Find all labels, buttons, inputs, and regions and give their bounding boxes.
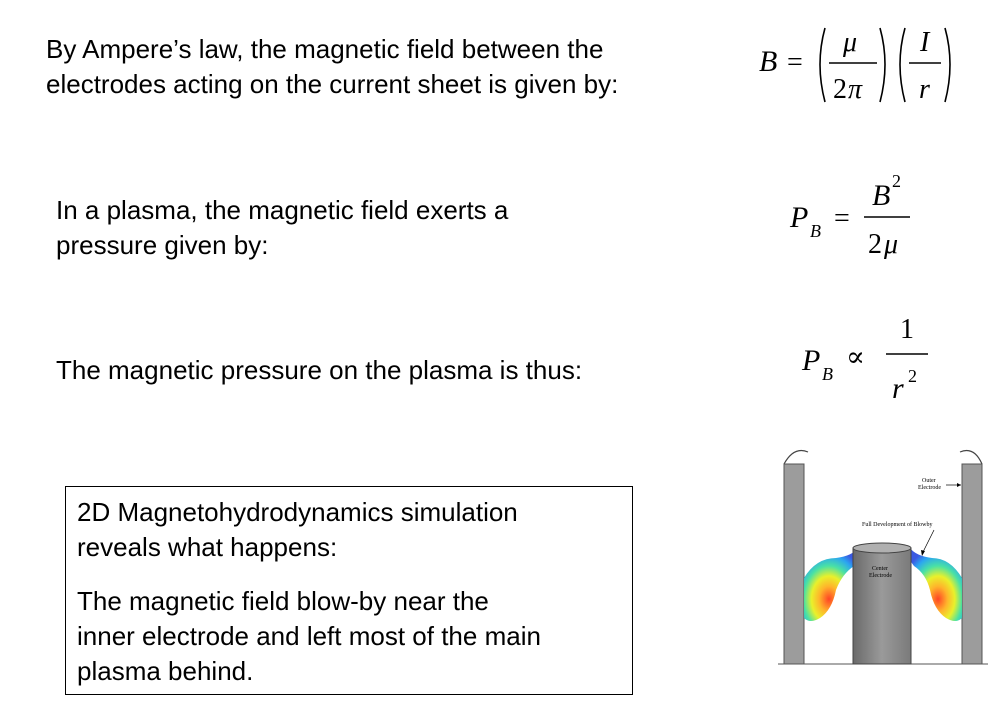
ampere-eq-lhs: B (759, 45, 778, 78)
ampere-eq-r: r (919, 74, 930, 105)
pressure-eq-equals: = (834, 203, 850, 234)
proportional-text (56, 353, 582, 388)
box-p1-line-2: reveals what happens: (77, 532, 338, 562)
ampere-eq-I: I (920, 27, 930, 58)
ampere-line-2: electrodes acting on the current sheet is given by: (46, 69, 619, 99)
blowby-arrow (922, 530, 934, 554)
box-paragraph-2 (77, 584, 541, 689)
right-paren-1 (880, 28, 885, 102)
center-electrode-label-2: Electrode (869, 573, 892, 579)
proportional-equation (800, 310, 935, 410)
ampere-text (46, 32, 618, 102)
simulation-note-box (65, 486, 633, 695)
pressure-eq-B: B (872, 179, 891, 212)
pressure-text (56, 193, 508, 263)
right-paren-2 (945, 28, 950, 102)
center-electrode (853, 543, 911, 664)
prop-eq-r: r (892, 372, 904, 405)
pressure-eq-P: P (790, 201, 809, 234)
left-paren-1 (820, 28, 825, 102)
box-p2-line-2: inner electrode and left most of the main (77, 621, 541, 651)
pressure-eq-sub: B (810, 221, 821, 241)
ampere-eq-pi: π (848, 74, 863, 105)
blowby-arrowhead (921, 550, 925, 556)
ampere-equation (755, 18, 965, 110)
ampere-eq-equals: = (787, 47, 803, 78)
plasma-plume-right (909, 548, 962, 621)
outer-electrode-arrowhead (957, 483, 961, 487)
prop-eq-one: 1 (900, 314, 914, 345)
outer-electrode-left (784, 451, 808, 665)
outer-electrode-right (960, 451, 982, 665)
center-electrode-label-1: Center (872, 566, 888, 572)
plasma-plume-left (804, 548, 859, 621)
pressure-eq-two: 2 (868, 229, 882, 260)
box-p2-line-3: plasma behind. (77, 656, 254, 686)
ampere-eq-two: 2 (833, 74, 847, 105)
ampere-eq-mu: μ (843, 27, 858, 58)
blowby-label: Full Development of Blowby (862, 522, 933, 528)
proportional-line: The magnetic pressure on the plasma is thus: (56, 355, 583, 385)
box-p2-line-1: The magnetic field blow-by near the (77, 586, 489, 616)
prop-eq-P: P (802, 344, 821, 377)
outer-electrode-label-1: Outer (922, 478, 936, 484)
prop-eq-exp: 2 (908, 366, 917, 386)
prop-eq-sub: B (822, 364, 833, 384)
box-p1-line-1: 2D Magnetohydrodynamics simulation (77, 497, 518, 527)
pressure-eq-mu: μ (884, 229, 899, 260)
pressure-line-2: pressure given by: (56, 230, 269, 260)
left-paren-2 (900, 28, 905, 102)
ampere-line-1: By Ampere’s law, the magnetic field between the (46, 34, 604, 64)
pressure-equation (788, 165, 918, 275)
pressure-eq-exp: 2 (892, 171, 901, 191)
box-paragraph-1 (77, 495, 518, 565)
prop-eq-op: ∝ (846, 342, 865, 373)
outer-electrode-label-2: Electrode (918, 485, 941, 491)
mhd-simulation-figure (776, 440, 990, 668)
pressure-line-1: In a plasma, the magnetic field exerts a (56, 195, 509, 225)
